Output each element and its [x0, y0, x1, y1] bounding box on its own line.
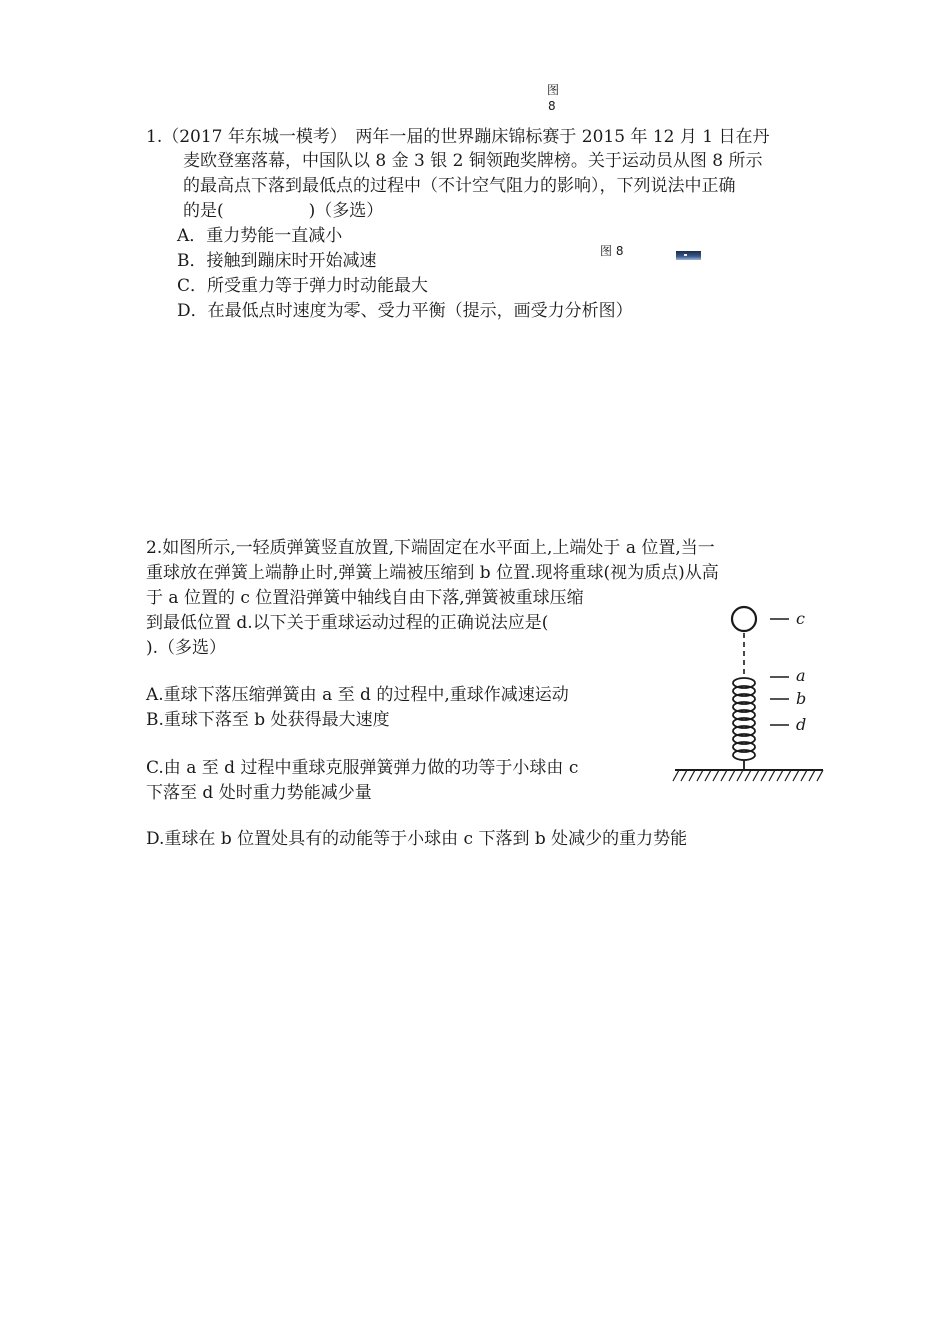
label-a: a: [796, 666, 806, 685]
q1-stem-line-2: 麦欧登塞落幕，中国队以 8 金 3 银 2 铜领跑奖牌榜。关于运动员从图 8 所示: [183, 151, 763, 171]
q1-option-a: A．重力势能一直减小: [177, 226, 343, 246]
q1-option-b: B．接触到蹦床时开始减速: [177, 251, 377, 271]
q2-stem-line-1: 2.如图所示,一轻质弹簧竖直放置,下端固定在水平面上,上端处于 a 位置,当一: [146, 538, 715, 558]
figure-caption-top: 图: [547, 83, 560, 97]
q1-stem-line-4: 的是( )（多选）: [183, 201, 384, 221]
label-b: b: [796, 689, 807, 708]
q2-option-b: B.重球下落至 b 处获得最大速度: [146, 710, 390, 730]
q2-stem-line-3: 于 a 位置的 c 位置沿弹簧中轴线自由下落,弹簧被重球压缩: [146, 588, 584, 608]
q1-option-d: D．在最低点时速度为零、受力平衡（提示，画受力分析图）: [177, 301, 633, 321]
q2-option-a: A.重球下落压缩弹簧由 a 至 d 的过程中,重球作减速运动: [146, 685, 569, 705]
label-d: d: [796, 715, 807, 734]
ground-hatching: [673, 770, 823, 781]
q2-stem-line-2: 重球放在弹簧上端静止时,弹簧上端被压缩到 b 位置.现将重球(视为质点)从高: [146, 563, 719, 583]
spring-coils: [733, 678, 755, 769]
q2-option-c-line-1: C.由 a 至 d 过程中重球克服弹簧弹力做的功等于小球由 c: [146, 758, 579, 778]
q1-stem-line-3: 的最高点下落到最低点的过程中（不计空气阻力的影响），下列说法中正确: [183, 176, 736, 196]
q2-stem-line-4: 到最低位置 d.以下关于重球运动过程的正确说法应是(: [146, 613, 549, 633]
ball-c: [732, 607, 756, 631]
q2-stem-line-5: ).（多选）: [146, 638, 227, 658]
figure-caption-number: 8: [548, 99, 556, 113]
q1-option-c: C．所受重力等于弹力时动能最大: [177, 276, 429, 296]
q2-option-d: D.重球在 b 位置处具有的动能等于小球由 c 下落到 b 处减少的重力势能: [146, 829, 688, 849]
label-c: c: [796, 609, 805, 628]
q2-option-c-line-2: 下落至 d 处时重力势能减少量: [146, 783, 372, 803]
q1-figure-thumbnail: [676, 251, 701, 260]
q1-stem-line-1: 1.（2017 年东城一模考） 两年一届的世界蹦床锦标赛于 2015 年 12 月 1 日在丹: [146, 127, 770, 147]
spring-diagram: [665, 595, 835, 795]
q1-figure-label: 图 8: [600, 244, 624, 258]
